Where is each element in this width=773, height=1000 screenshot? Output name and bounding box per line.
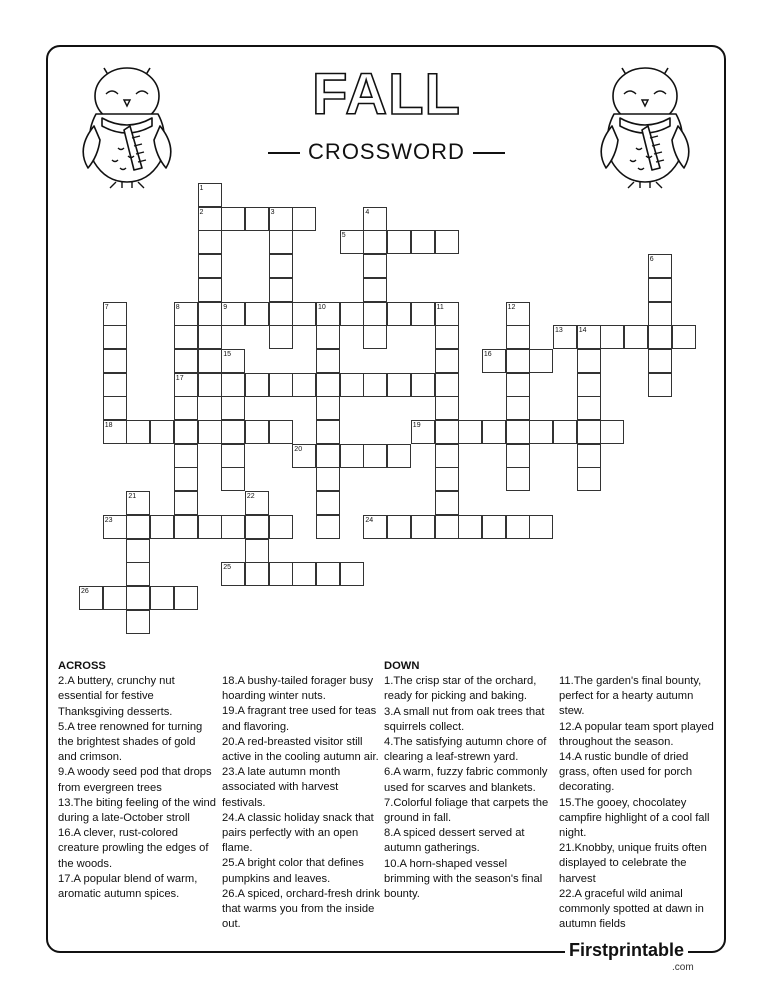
grid-cell[interactable] — [316, 373, 340, 397]
grid-cell[interactable] — [648, 302, 672, 326]
grid-cell[interactable] — [529, 420, 553, 444]
clue-number: 16 — [483, 350, 492, 358]
grid-cell[interactable] — [174, 586, 198, 610]
page-title: FALL — [312, 62, 461, 127]
clue-number: 5 — [341, 232, 346, 240]
grid-cell[interactable] — [600, 325, 624, 349]
grid-cell[interactable] — [411, 302, 435, 326]
down-clue-8: 8.A spiced dessert served at autumn gatherings. — [384, 827, 525, 855]
grid-cell[interactable] — [363, 302, 387, 326]
grid-cell[interactable] — [316, 325, 340, 349]
grid-cell[interactable] — [506, 325, 530, 349]
grid-cell[interactable] — [245, 515, 269, 539]
grid-cell[interactable] — [435, 396, 459, 420]
down-clue-14: 14.A rustic bundle of dried grass, often used for porch decorating. — [559, 751, 693, 794]
grid-cell[interactable] — [506, 396, 530, 420]
clue-number: 26 — [81, 587, 89, 595]
grid-cell[interactable] — [387, 302, 411, 326]
across-clue-24: 24.A classic holiday snack that pairs perfectly with an open flame. — [222, 811, 374, 855]
grid-cell[interactable] — [269, 562, 293, 586]
grid-cell[interactable] — [506, 515, 530, 539]
grid-cell[interactable] — [411, 230, 435, 254]
clue-number: 21 — [128, 493, 137, 501]
subtitle-text: CROSSWORD — [308, 139, 465, 164]
clue-number: 9 — [223, 303, 228, 311]
down-clues-column-1 — [384, 659, 554, 902]
across-clue-25: 25.A bright color that defines pumpkins and leaves. — [222, 857, 364, 885]
grid-cell[interactable] — [103, 586, 127, 610]
grid-cell[interactable] — [269, 254, 293, 278]
grid-cell[interactable] — [482, 515, 506, 539]
grid-cell[interactable] — [316, 515, 340, 539]
across-clue-17: 17.A popular blend of warm, aromatic autumn spices. — [58, 872, 198, 901]
grid-cell[interactable] — [198, 230, 222, 254]
clue-number: 17 — [175, 374, 184, 382]
clue-number: 10 — [318, 303, 326, 311]
down-clue-10: 10.A horn-shaped vessel brimming with the season's final bounty. — [384, 857, 543, 901]
grid-cell[interactable] — [174, 325, 198, 349]
down-clue-15: 15.The gooey, chocolatey campfire highlight of a cool fall night. — [559, 796, 710, 840]
grid-cell[interactable] — [245, 302, 269, 326]
grid-cell[interactable] — [316, 467, 340, 491]
grid-cell[interactable] — [316, 444, 340, 468]
across-clue-16: 16.A clever, rust-colored creature prowling the edges of the woods. — [58, 827, 209, 870]
grid-cell[interactable] — [435, 491, 459, 515]
clue-number: 15 — [223, 350, 231, 358]
grid-cell[interactable] — [387, 373, 411, 397]
grid-cell[interactable] — [103, 396, 127, 420]
grid-cell[interactable] — [245, 373, 269, 397]
grid-cell[interactable] — [269, 325, 293, 349]
clue-number: 6 — [649, 256, 654, 264]
grid-cell[interactable] — [174, 467, 198, 491]
grid-cell[interactable] — [221, 515, 245, 539]
grid-cell[interactable] — [126, 515, 150, 539]
grid-cell[interactable] — [340, 444, 364, 468]
grid-cell[interactable] — [198, 254, 222, 278]
grid-cell[interactable] — [221, 420, 245, 444]
down-clue-12: 12.A popular team sport played throughout the season. — [559, 720, 714, 748]
grid-cell[interactable] — [174, 515, 198, 539]
grid-cell[interactable] — [648, 373, 672, 397]
grid-cell[interactable] — [506, 349, 530, 373]
grid-cell[interactable] — [482, 420, 506, 444]
grid-cell[interactable] — [648, 278, 672, 302]
across-clue-9: 9.A woody seed pod that drops from evergreen trees — [58, 766, 212, 794]
grid-cell[interactable] — [198, 325, 222, 349]
grid-cell[interactable] — [672, 325, 696, 349]
clue-number: 25 — [223, 564, 231, 572]
across-clue-5: 5.A tree renowned for turning the brightest shades of gold and crimson. — [58, 720, 203, 764]
down-clue-1: 1.The crisp star of the orchard, ready for picking and baking. — [384, 675, 537, 703]
grid-cell[interactable] — [245, 539, 269, 563]
grid-cell[interactable] — [577, 373, 601, 397]
grid-cell[interactable] — [150, 515, 174, 539]
grid-cell[interactable] — [411, 515, 435, 539]
grid-cell[interactable] — [269, 230, 293, 254]
grid-cell[interactable] — [174, 420, 198, 444]
grid-cell[interactable] — [150, 586, 174, 610]
grid-cell[interactable] — [435, 467, 459, 491]
grid-cell[interactable] — [174, 349, 198, 373]
grid-cell[interactable] — [292, 562, 316, 586]
across-clue-13: 13.The biting feeling of the wind during a late-October stroll — [58, 796, 216, 825]
grid-cell[interactable] — [292, 207, 316, 231]
grid-cell[interactable] — [316, 396, 340, 420]
grid-cell[interactable] — [103, 349, 127, 373]
down-clue-3: 3.A small nut from oak trees that squirrels collect. — [384, 705, 545, 733]
grid-cell[interactable] — [387, 444, 411, 468]
grid-cell[interactable] — [126, 586, 150, 610]
grid-cell[interactable] — [458, 420, 482, 444]
brand-domain: .com — [672, 962, 694, 973]
grid-cell[interactable] — [458, 515, 482, 539]
clue-number: 8 — [175, 303, 180, 311]
grid-cell[interactable] — [506, 420, 530, 444]
grid-cell[interactable] — [126, 420, 150, 444]
grid-cell[interactable] — [126, 610, 150, 634]
grid-cell[interactable] — [221, 467, 245, 491]
grid-cell[interactable] — [387, 515, 411, 539]
grid-cell[interactable] — [245, 207, 269, 231]
grid-cell[interactable] — [198, 278, 222, 302]
grid-cell[interactable] — [245, 562, 269, 586]
grid-cell[interactable] — [600, 420, 624, 444]
across-clue-26: 26.A spiced, orchard-fresh drink that warms you from the inside out. — [222, 887, 380, 931]
grid-cell[interactable] — [198, 373, 222, 397]
grid-cell[interactable] — [435, 420, 459, 444]
grid-cell[interactable] — [363, 230, 387, 254]
grid-cell[interactable] — [316, 349, 340, 373]
grid-cell[interactable] — [174, 444, 198, 468]
grid-cell[interactable] — [150, 420, 174, 444]
down-clues-column-2 — [559, 674, 719, 932]
grid-cell[interactable] — [269, 515, 293, 539]
grid-cell[interactable] — [292, 302, 316, 326]
across-clue-2: 2.A buttery, crunchy nut essential for festive Thanksgiving desserts. — [58, 675, 175, 718]
clue-number: 11 — [436, 303, 444, 311]
grid-cell[interactable] — [198, 302, 222, 326]
clue-number: 4 — [365, 208, 370, 216]
grid-cell[interactable] — [435, 373, 459, 397]
clue-number: 20 — [294, 445, 303, 453]
grid-cell[interactable] — [269, 302, 293, 326]
down-clue-11: 11.The garden's final bounty, perfect for a hearty autumn stew. — [559, 675, 702, 718]
clue-number: 22 — [246, 493, 255, 501]
grid-cell[interactable] — [363, 254, 387, 278]
grid-cell[interactable] — [435, 325, 459, 349]
clue-number: 19 — [412, 422, 421, 429]
clue-number: 3 — [270, 208, 275, 216]
grid-cell[interactable] — [174, 396, 198, 420]
grid-cell[interactable] — [648, 349, 672, 373]
grid-cell[interactable] — [363, 373, 387, 397]
grid-cell[interactable] — [577, 396, 601, 420]
grid-cell[interactable] — [221, 444, 245, 468]
grid-cell[interactable] — [245, 420, 269, 444]
clue-number: 12 — [507, 303, 516, 311]
grid-cell[interactable] — [435, 230, 459, 254]
grid-cell[interactable] — [506, 373, 530, 397]
grid-cell[interactable] — [577, 420, 601, 444]
grid-cell[interactable] — [316, 562, 340, 586]
grid-cell[interactable] — [221, 396, 245, 420]
brand-logo: Firstprintable — [565, 940, 688, 961]
grid-cell[interactable] — [198, 349, 222, 373]
grid-cell[interactable] — [363, 278, 387, 302]
grid-cell[interactable] — [387, 230, 411, 254]
grid-cell[interactable] — [103, 373, 127, 397]
across-clues-column-1 — [58, 659, 216, 902]
grid-cell[interactable] — [411, 373, 435, 397]
across-clues-column-2 — [222, 674, 380, 932]
across-clue-19: 19.A fragrant tree used for teas and flavoring. — [222, 705, 377, 733]
down-clue-6: 6.A warm, fuzzy fabric commonly used for scarves and blankets. — [384, 766, 548, 794]
grid-cell[interactable] — [174, 491, 198, 515]
grid-cell[interactable] — [126, 539, 150, 563]
grid-cell[interactable] — [126, 562, 150, 586]
grid-cell[interactable] — [269, 278, 293, 302]
clue-number: 14 — [578, 327, 587, 335]
grid-cell[interactable] — [269, 420, 293, 444]
grid-cell[interactable] — [648, 325, 672, 349]
across-clue-20: 20.A red-breasted visitor still active in the cooling autumn air. — [222, 735, 379, 764]
clue-number: 18 — [104, 422, 113, 429]
grid-cell[interactable] — [103, 325, 127, 349]
grid-cell[interactable] — [529, 349, 553, 373]
grid-cell[interactable] — [435, 349, 459, 373]
grid-cell[interactable] — [340, 373, 364, 397]
across-heading: ACROSS — [58, 660, 106, 672]
clue-number: 13 — [555, 327, 563, 335]
grid-cell[interactable] — [316, 420, 340, 444]
grid-cell[interactable] — [221, 207, 245, 231]
grid-cell[interactable] — [553, 420, 577, 444]
grid-cell[interactable] — [363, 325, 387, 349]
grid-cell[interactable] — [577, 444, 601, 468]
grid-cell[interactable] — [269, 373, 293, 397]
down-heading: DOWN — [384, 660, 420, 672]
grid-cell[interactable] — [340, 302, 364, 326]
down-clue-22: 22.A graceful wild animal commonly spotted at dawn in autumn fields — [559, 887, 704, 931]
grid-cell[interactable] — [292, 373, 316, 397]
across-clue-23: 23.A late autumn month associated with harvest festivals. — [222, 766, 341, 809]
grid-cell[interactable] — [363, 444, 387, 468]
grid-cell[interactable] — [624, 325, 648, 349]
grid-cell[interactable] — [198, 515, 222, 539]
down-clue-7: 7.Colorful foliage that carpets the ground in fall. — [384, 796, 549, 825]
clue-number: 2 — [199, 208, 204, 216]
grid-cell[interactable] — [340, 562, 364, 586]
grid-cell[interactable] — [506, 467, 530, 491]
grid-cell[interactable] — [316, 491, 340, 515]
down-clue-21: 21.Knobby, unique fruits often displayed to celebrate the harvest — [559, 842, 707, 885]
grid-cell[interactable] — [577, 467, 601, 491]
clue-number: 7 — [104, 303, 109, 311]
grid-cell[interactable] — [506, 444, 530, 468]
down-clue-4: 4.The satisfying autumn chore of clearing a leaf-strewn yard. — [384, 736, 547, 764]
clue-number: 23 — [104, 516, 113, 524]
grid-cell[interactable] — [435, 444, 459, 468]
clue-number: 1 — [199, 185, 204, 192]
clue-number: 24 — [365, 516, 374, 524]
grid-cell[interactable] — [198, 420, 222, 444]
grid-cell[interactable] — [221, 373, 245, 397]
grid-cell[interactable] — [435, 515, 459, 539]
grid-cell[interactable] — [577, 349, 601, 373]
grid-cell[interactable] — [529, 515, 553, 539]
across-clue-18: 18.A bushy-tailed forager busy hoarding winter nuts. — [222, 675, 374, 703]
